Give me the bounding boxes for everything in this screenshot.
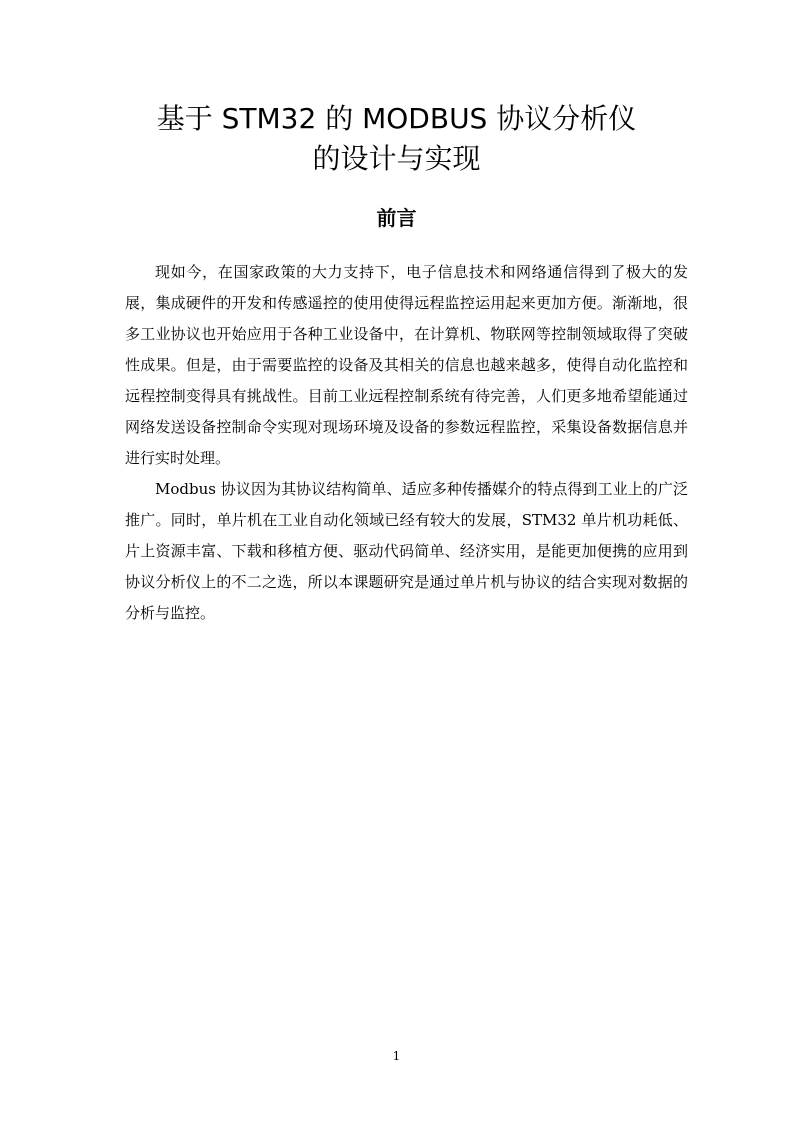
section-heading-preface: 前言 xyxy=(376,206,417,230)
page-number: 1 xyxy=(392,1049,401,1063)
document-title-line-1: 基于 STM32 的 MODBUS 协议分析仪 xyxy=(156,102,637,135)
paragraph-2: Modbus 协议因为其协议结构简单、适应多种传播媒介的特点得到工业上的广泛推广。同时，单片机在工业自动化领域已经有较大的发展，STM32 单片机功耗低、片上资源丰富、下载和移植方便、驱动代码简单、经济实用，是能更加便携的应用到协议分析仪上的不二之选，所以本课题研究是通过单片机与协议的结合实现对数据的分析与监控。 xyxy=(125,480,688,622)
document-title-line-2: 的设计与实现 xyxy=(312,142,481,175)
paragraph-1: 现如今，在国家政策的大力支持下，电子信息技术和网络通信得到了极大的发展，集成硬件的开发和传感遥控的使用使得远程监控运用起来更加方便。渐渐地，很多工业协议也开始应用于各种工业设备中，在计算机、物联网等控制领域取得了突破性成果。但是，由于需要监控的设备及其相关的信息也越来越多，使得自动化监控和远程控制变得具有挑战性。目前工业远程控制系统有待完善，人们更多地希望能通过网络发送设备控制命令实现对现场环境及设备的参数远程监控，采集设备数据信息并进行实时处理。 xyxy=(125,263,688,467)
document-body xyxy=(125,257,688,629)
